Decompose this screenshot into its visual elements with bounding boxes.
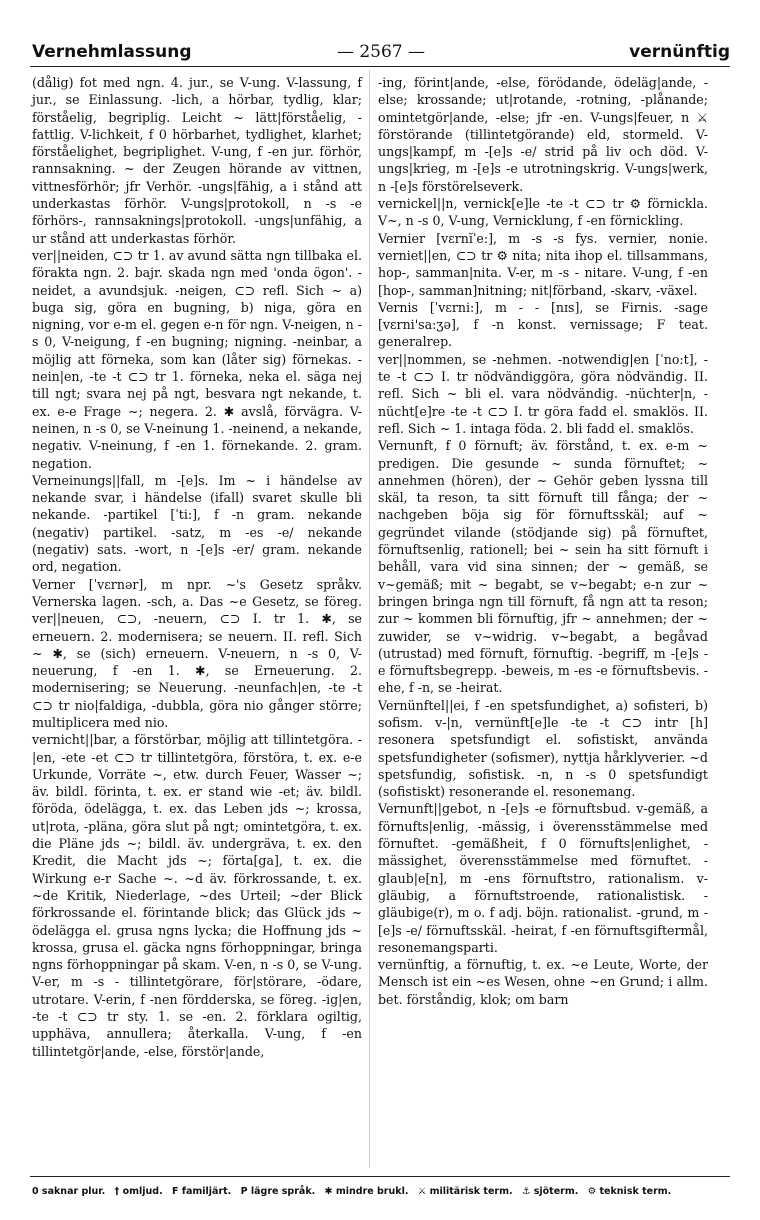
dictionary-entry: Verneinungs||fall, m -[e]s. Im ~ i händelse av nekande svar, i händelse (ifall) svaret skulle bli nekande. -partikel [ˈti:], f -n gram. nekande (negativ) partikel. -satz, m -es -e/ nekande (negativ) sats. -wort, n -[e]s -er/ gram. nekande ord, negation. xyxy=(32,472,362,575)
page-number: — 2567 — xyxy=(336,42,426,62)
dictionary-entry: Vernünftel||ei, f -en spetsfundighet, a) sofisteri, b) sofism. v-|n, vernünft[e]le -te -t ⊂⊃ intr [h] resonera spetsfundigt el. sofistiskt, använda spetsfundigheter (sofismer), nyttja hårklyverier. ~d spetsfundig, sofistisk. -n, n -s 0 spetsfundigt (sofistiskt) resonerande el. resonemang. xyxy=(378,697,708,800)
dictionary-entry: Vernunft, f 0 förnuft; äv. förstånd, t. ex. e-m ~ predigen. Die gesunde ~ sunda förnuftet; ~ annehmen (hören), der ~ Gehör geben lyssna till skäl, ta reson, ta sitt förnuft till fånga; der ~ nachgeben böja sig för förnuftsskäl; auf ~ gegründet vilande (stödjande sig) på förnuftet, förnuftsenlig, rationell; bei ~ sein ha sitt förnuft i behåll, vara vid sina sinnen; der ~ gemäß, se v~gemäß; mit ~ begabt, se v~begabt; e-n zur ~ bringen bringa ngn till förnuft, få ngn att ta reson; zur ~ kommen bli förnuftig, jfr ~ annehmen; der ~ zuwider, se v~widrig. v~begabt, a begåvad (utrustad) med förnuft, förnuftig. -begriff, m -[e]s -e förnuftsbegrepp. -beweis, m -es -e förnuftsbevis. -ehe, f -n, se -heirat. xyxy=(378,438,708,696)
dictionary-entry: Verner [ˈvɛrnər], m npr. ~'s Gesetz språkv. Vernerska lagen. -sch, a. Das ~e Gesetz, se föreg. ver||neuen, ⊂⊃, -neuern, ⊂⊃ I. tr 1. ✱, se erneuern. 2. modernisera; se neuern. II. refl. Sich ~ ✱, se (sich) erneuern. V-neuern, n -s 0, V-neuerung, f -en 1. ✱, se Erneuerung. 2. modernisering; se Neuerung. -neunfach|en, -te -t ⊂⊃ tr nio|faldiga, -dubbla, göra nio gånger större; multiplicera med nio. xyxy=(32,576,362,730)
dictionary-entry: Vernis [ˈvɛrni:], m - - [nɪs], se Firnis. -sage [vɛrni'sa:ʒə], f -n konst. vernissage; F teat. generalrep. xyxy=(378,299,708,350)
header-rule xyxy=(30,66,730,67)
dictionary-entry: Vernunft||gebot, n -[e]s -e förnuftsbud. v-gemäß, a förnufts|enlig, -mässig, i överensstämmelse med förnuftet. -gemäßheit, f 0 förnufts|enlighet, -mässighet, överensstämmelse med förnuftet. -glaub|e[n], m -ens förnuftstro, rationalism. v-gläubig, a förnuftstroende, rationalistisk. -gläubige(r), m o. f adj. böjn. rationalist. -grund, m -[e]s -e/ förnuftsskäl. -heirat, f -en förnuftsgiftermål, resonemangsparti. xyxy=(378,801,708,955)
dictionary-entry: (dålig) fot med ngn. 4. jur., se V-ung. V-lassung, f jur., se Einlassung. -lich, a hörbar, tydlig, klar; förståelig, begriplig. Leicht ~ lätt|förståelig, -fattlig. V-lichkeit, f 0 hörbarhet, tydlighet, klarhet; förståelighet, begriplighet. V-ung, f -en jur. förhör, rannsakning. ~ der Zeugen hörande av vittnen, vittnesförhör; jfr Verhör. -ungs|fähig, a i stånd att underkastas förhör. V-ungs|protokoll, n -s -e förhörs-, rannsaknings|protokoll. -ungs|unfähig, a ur stånd att underkastas förhör. xyxy=(32,75,362,246)
abbreviation-legend xyxy=(32,1186,730,1197)
dictionary-entry: ver||neiden, ⊂⊃ tr 1. av avund sätta ngn tillbaka el. förakta ngn. 2. bajr. skada ngn med 'onda ögon'. -neidet, a avundsjuk. -neigen, ⊂⊃ refl. Sich ~ a) buga sig, göra en bugning, b) niga, göra en nigning, vor e-m el. gegen e-n för ngn. V-neigen, n -s 0, V-neigung, f -en bugning; nigning. -neinbar, a möjlig att förneka, som kan (låter sig) förnekas. -nein|en, -te -t ⊂⊃ tr 1. förneka, neka el. säga nej till ngt; svara nej på ngt, besvara ngt nekande, t. ex. e-e Frage ~; negera. 2. ✱ avslå, förvägra. V-neinen, n -s 0, se V-neinung 1. -neinend, a nekande, negativ. V-neinung, f -en 1. förnekande. 2. gram. negation. xyxy=(32,247,362,471)
legend-item: ⚙ teknisk term. xyxy=(587,1186,672,1197)
dictionary-entry: ver||nommen, se -nehmen. -notwendig|en [ˈno:t], -te -t ⊂⊃ I. tr nödvändiggöra, göra nödvändig. II. refl. Sich ~ bli el. vara nödvändig. -nüchter|n, -nücht[e]re -te -t ⊂⊃ I. tr göra fadd el. smaklös. II. refl. Sich ~ 1. intaga föda. 2. bli fadd el. smaklös. xyxy=(378,351,708,436)
legend-item: 0 saknar plur. xyxy=(32,1186,106,1197)
legend-item: † omljud. xyxy=(114,1186,163,1197)
legend-item: ⚔ militärisk term. xyxy=(417,1186,513,1197)
right-column xyxy=(378,74,708,1008)
left-column xyxy=(32,74,362,1060)
header-catchword-right: vernünftig xyxy=(629,42,730,62)
dictionary-entry: vernickel||n, vernick[e]le -te -t ⊂⊃ tr ⚙ förnickla. V~, n -s 0, V-ung, Vernicklung, f -en förnickling. xyxy=(378,196,708,229)
footer-rule xyxy=(30,1176,730,1177)
page-header xyxy=(32,34,730,64)
dictionary-entry: vernicht||bar, a förstörbar, möjlig att tillintetgöra. -|en, -ete -et ⊂⊃ tr tillintetgöra, förstöra, t. ex. e-e Urkunde, Vorräte ~, etw. durch Feuer, Wasser ~; äv. bildl. förinta, t. ex. er stand wie -et; äv. bildl. föröda, ödelägga, t. ex. das Leben jds ~; krossa, ut|rota, -pläna, göra slut på ngt; omintetgöra, t. ex. die Pläne jds ~; bildl. äv. undergräva, t. ex. den Kredit, die Macht jds ~; förta[ga], t. ex. die Wirkung e-r Sache ~. ~d äv. förkrossande, t. ex. ~de Kritik, Niederlage, ~des Urteil; ~der Blick förkrossande el. förintande blick; das Glück jds ~ ödelägga el. grusa ngns lycka; die Hoffnung jds ~ krossa, grusa el. gäcka ngns förhoppningar, bringa ngns förhoppningar på skam. V-en, n -s 0, se V-ung. V-er, m -s - tillintetgörare, för|störare, -ödare, utrotare. V-erin, f -nen fördderska, se föreg. -ig|en, -te -t ⊂⊃ tr sty. 1. se -en. 2. förklara ogiltig, upphäva, annullera; återkalla. V-ung, f -en tillintetgör|ande, -else, förstör|ande, xyxy=(32,732,362,1059)
column-gutter xyxy=(369,70,370,1168)
header-catchword-left: Vernehmlassung xyxy=(32,42,192,62)
legend-item: P lägre språk. xyxy=(240,1186,316,1197)
dictionary-entry: Vernier [vɛrnĭˈe:], m -s -s fys. vernier, nonie. verniet||en, ⊂⊃ tr ⚙ nita; nita ihop el. tillsammans, hop-, samman|nita. V-er, m -s - nitare. V-ung, f -en [hop-, samman]nitning; nit|förband, -skarv, -växel. xyxy=(378,230,708,298)
legend-item: F familjärt. xyxy=(172,1186,232,1197)
legend-item: ✱ mindre brukl. xyxy=(324,1186,409,1197)
dictionary-entry: -ing, förint|ande, -else, förödande, ödeläg|ande, -else; krossande; ut|rotande, -rotning, -plånande; omintetgör|ande, -else; jfr -en. V-ungs|feuer, n ⚔ förstörande (tillintetgörande) eld, stormeld. V-ungs|kampf, m -[e]s -e/ strid på liv och död. V-ungs|krieg, m -[e]s -e utrotningskrig. V-ungs|werk, n -[e]s förstörelseverk. xyxy=(378,75,708,194)
legend-item: ⚓ sjöterm. xyxy=(521,1186,579,1197)
dictionary-entry: vernünftig, a förnuftig, t. ex. ~e Leute, Worte, der Mensch ist ein ~es Wesen, ohne ~en Grund; i allm. bet. förståndig, klok; om barn xyxy=(378,957,708,1007)
